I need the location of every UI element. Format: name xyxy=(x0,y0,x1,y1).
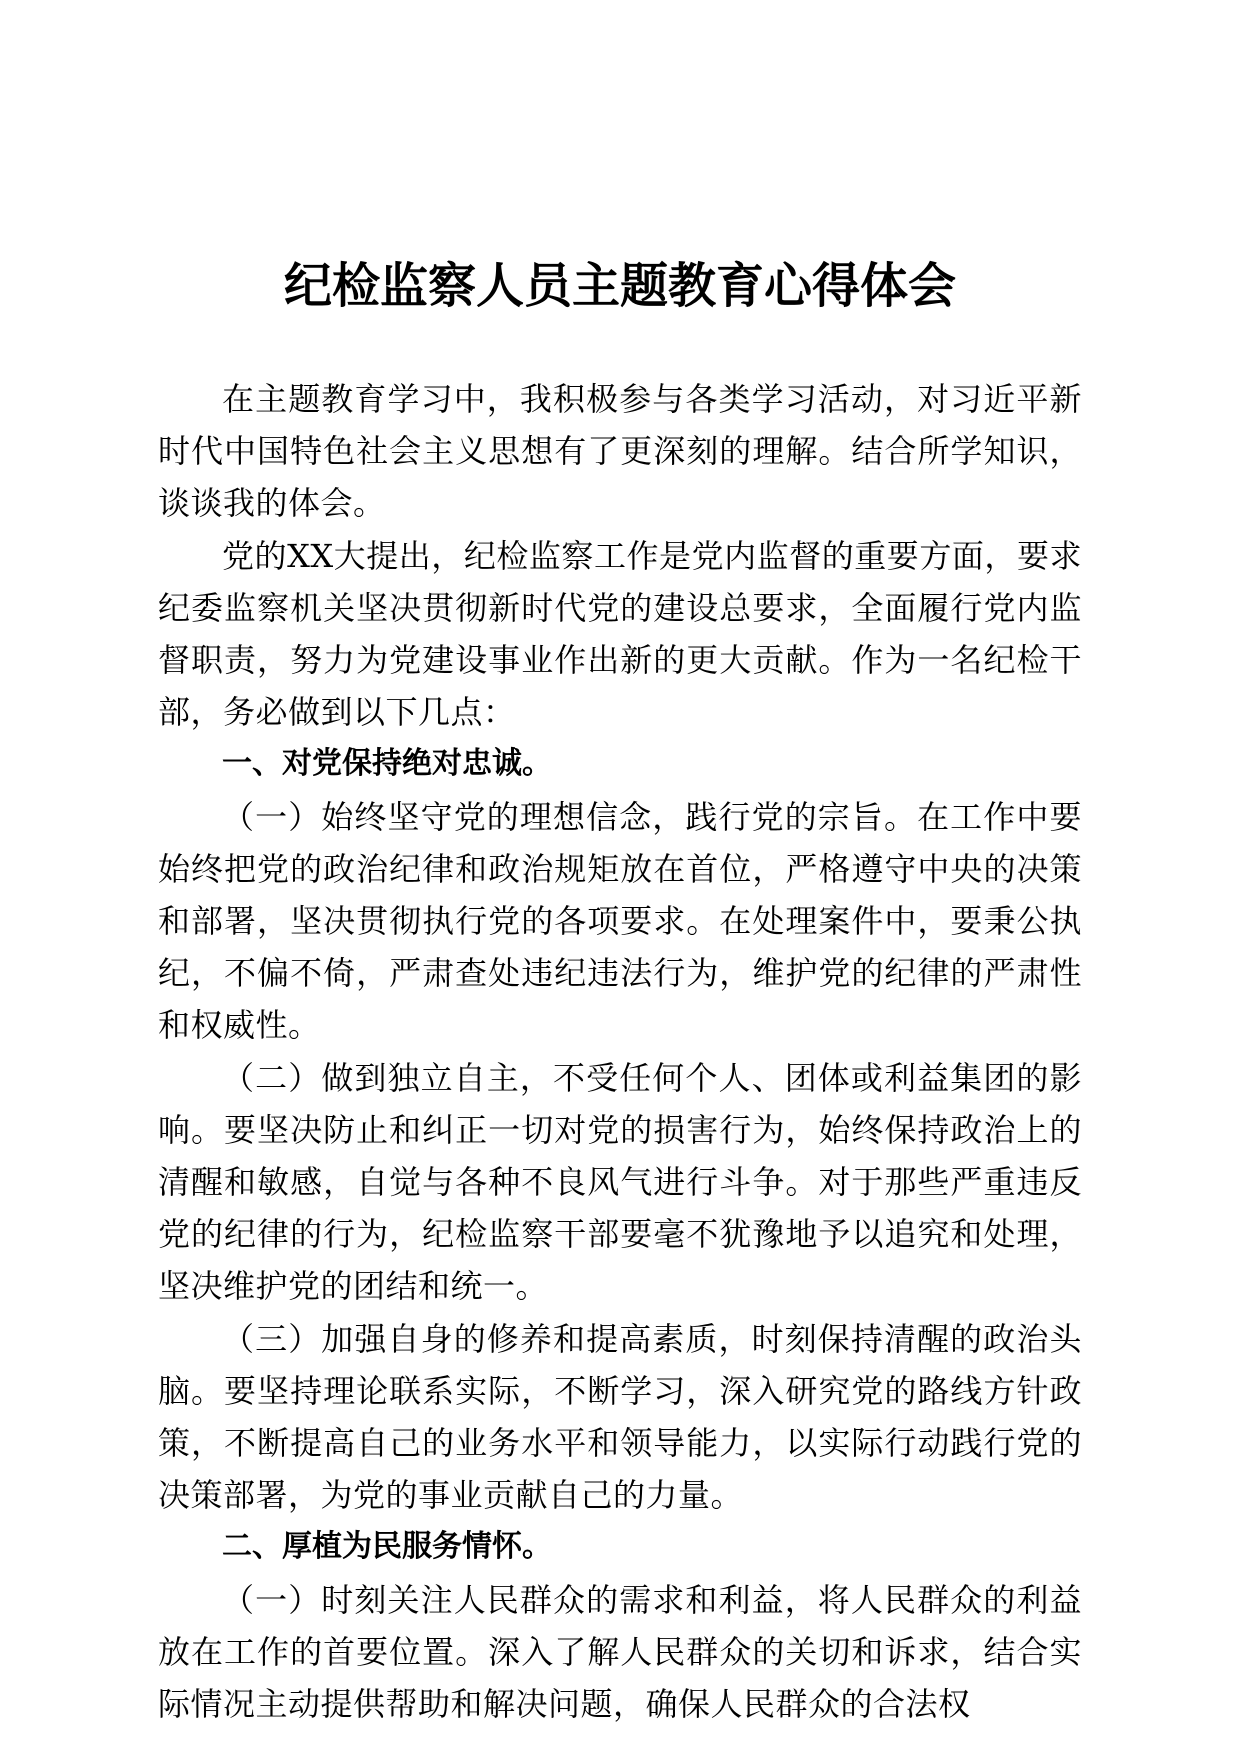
context-paragraph: 党的XX大提出，纪检监察工作是党内监督的重要方面，要求纪委监察机关坚决贯彻新时代党的建设总要求，全面履行党内监督职责，努力为党建设事业作出新的更大贡献。作为一名纪检干部，务必做到以下几点： xyxy=(158,536,1082,732)
document-title: 纪检监察人员主题教育心得体会 xyxy=(283,258,956,314)
document-body xyxy=(158,373,1082,1730)
section-heading-2: 二、厚植为民服务情怀。 xyxy=(222,1529,552,1565)
section-1-item-1: （一）始终坚守党的理想信念，践行党的宗旨。在工作中要始终把党的政治纪律和政治规矩放在首位，严格遵守中央的决策和部署，坚决贯彻执行党的各项要求。在处理案件中，要秉公执纪，不偏不倚，严肃查处违纪违法行为，维护党的纪律的严肃性和权威性。 xyxy=(158,797,1082,1045)
section-2-item-1: （一）时刻关注人民群众的需求和利益，将人民群众的利益放在工作的首要位置。深入了解人民群众的关切和诉求，结合实际情况主动提供帮助和解决问题，确保人民群众的合法权 xyxy=(158,1580,1082,1724)
section-heading-1: 一、对党保持绝对忠诚。 xyxy=(222,746,552,782)
section-1-item-2: （二）做到独立自主，不受任何个人、团体或利益集团的影响。要坚决防止和纠正一切对党的损害行为，始终保持政治上的清醒和敏感，自觉与各种不良风气进行斗争。对于那些严重违反党的纪律的行为，纪检监察干部要毫不犹豫地予以追究和处理，坚决维护党的团结和统一。 xyxy=(158,1058,1082,1306)
section-1-item-3: （三）加强自身的修养和提高素质，时刻保持清醒的政治头脑。要坚持理论联系实际，不断学习，深入研究党的路线方针政策，不断提高自己的业务水平和领导能力，以实际行动践行党的决策部署，为党的事业贡献自己的力量。 xyxy=(158,1319,1082,1515)
intro-paragraph: 在主题教育学习中，我积极参与各类学习活动，对习近平新时代中国特色社会主义思想有了更深刻的理解。结合所学知识，谈谈我的体会。 xyxy=(158,380,1082,523)
